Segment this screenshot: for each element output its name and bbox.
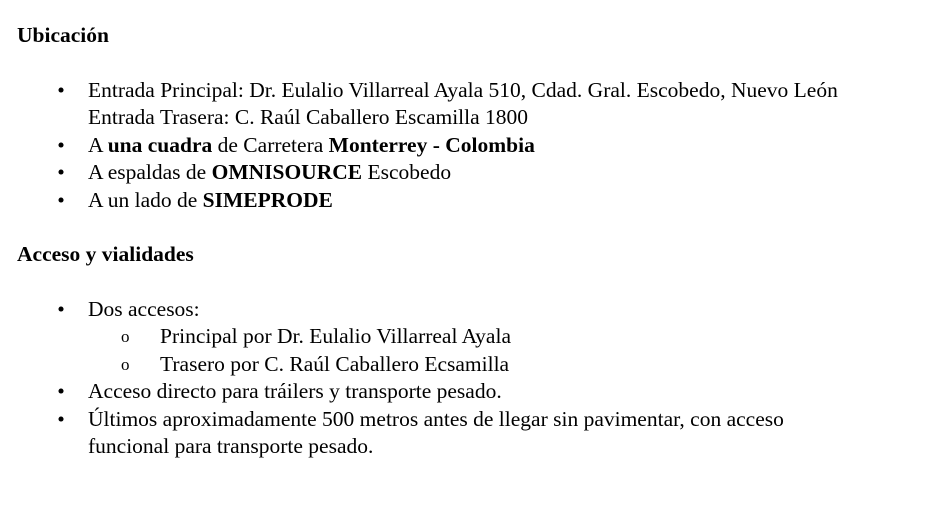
omnisource-name: OMNISOURCE: [211, 160, 363, 184]
bullet-icon: •: [57, 77, 65, 102]
directo-text: Acceso directo para tráilers y transporte pesado.: [88, 379, 502, 403]
circle-bullet-icon: o: [121, 327, 130, 346]
document-body: [17, 22, 932, 461]
circle-bullet-icon: o: [121, 354, 130, 374]
espaldas-text-pre: A espaldas de: [88, 160, 212, 184]
ultimos-text-line1: Últimos aproximadamente 500 metros antes de llegar sin pavimentar, con acceso: [88, 406, 784, 431]
bullet-icon: •: [57, 379, 65, 403]
cuadra-text-pre: A: [88, 132, 108, 157]
list-item-lado: [17, 187, 932, 215]
cuadra-text-bold: una cuadra: [107, 132, 213, 157]
sub-item-principal: [88, 323, 932, 351]
entrada-trasera-text: Entrada Trasera: C. Raúl Caballero Escamilla 1800: [88, 105, 529, 129]
ubicacion-list: [17, 77, 932, 215]
sub-item-trasero: [88, 351, 932, 379]
bullet-icon: •: [57, 132, 65, 157]
spacer: [17, 214, 932, 241]
espaldas-text-post: Escobedo: [362, 160, 452, 184]
acceso-list: [17, 296, 932, 461]
bullet-icon: •: [57, 406, 65, 431]
list-item-espaldas: [17, 159, 932, 187]
bullet-icon: •: [57, 160, 65, 184]
dos-accesos-text: Dos accesos:: [88, 296, 200, 321]
list-item-entradas: [17, 77, 932, 132]
sub-item-text: Trasero por C. Raúl Caballero Ecsamilla: [160, 351, 510, 376]
sub-list: [88, 323, 932, 378]
entrada-principal-text: Entrada Principal: Dr. Eulalio Villarreal Ayala 510, Cdad. Gral. Escobedo, Nuevo León: [88, 77, 838, 102]
cuadra-text-mid: de Carretera: [212, 132, 329, 157]
list-item-ultimos: [17, 406, 932, 461]
list-item-dos-accesos: [17, 296, 932, 379]
simeprode-name: SIMEPRODE: [202, 187, 333, 212]
list-item-cuadra: [17, 132, 932, 160]
heading-ubicacion: Ubicación: [17, 23, 109, 47]
heading-acceso: Acceso y vialidades: [17, 242, 194, 266]
bullet-icon: •: [57, 296, 65, 321]
lado-text-pre: A un lado de: [88, 187, 203, 212]
ultimos-text-line2: funcional para transporte pesado.: [88, 434, 374, 458]
list-item-directo: [17, 378, 932, 406]
carretera-name: Monterrey - Colombia: [328, 132, 535, 157]
bullet-icon: •: [57, 187, 65, 212]
sub-item-text: Principal por Dr. Eulalio Villarreal Ayala: [160, 324, 511, 348]
